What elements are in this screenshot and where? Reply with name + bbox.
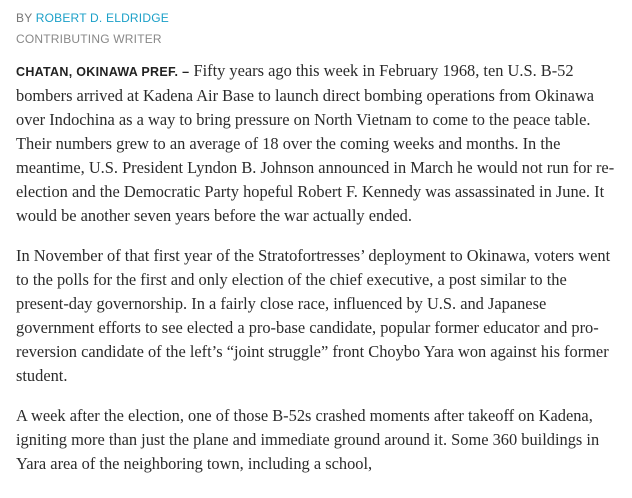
paragraph-3: A week after the election, one of those B-52s crashed moments after takeoff on Kadena, igniting more than just the plane and immediate ground around it. Some 360 buildings in Yara area of the neighboring town, including a school, bbox=[16, 406, 600, 473]
byline-prefix: BY bbox=[16, 11, 33, 25]
author-link[interactable]: ROBERT D. ELDRIDGE bbox=[35, 11, 169, 25]
article bbox=[16, 0, 616, 476]
dateline: CHATAN, OKINAWA PREF. – bbox=[16, 65, 190, 79]
paragraph-1-text: Fifty years ago this week in February 1968, ten U.S. B-52 bombers arrived at Kadena Air Base to launch direct bombing operations from Okinawa over Indochina as a way to bring pressure on North Vietnam to come to the peace table. Their numbers grew to an average of 18 over the coming weeks and months. In the meantime, U.S. President Lyndon B. Johnson announced in March he would not run for re-election and the Democratic Party hopeful Robert F. Kennedy was assassinated in June. It would be another seven years before the war actually ended. bbox=[16, 61, 615, 225]
byline bbox=[16, 10, 616, 26]
paragraph-1 bbox=[16, 59, 616, 228]
author-role: CONTRIBUTING WRITER bbox=[16, 32, 162, 46]
paragraph-2: In November of that first year of the Stratofortresses’ deployment to Okinawa, voters went to the polls for the first and only election of the chief executive, a post similar to the present-day governorship. In a fairly close race, influenced by U.S. and Japanese government efforts to see elected a pro-base candidate, popular former educator and pro-reversion candidate of the left’s “joint struggle” front Choybo Yara won against his former student. bbox=[16, 246, 611, 385]
